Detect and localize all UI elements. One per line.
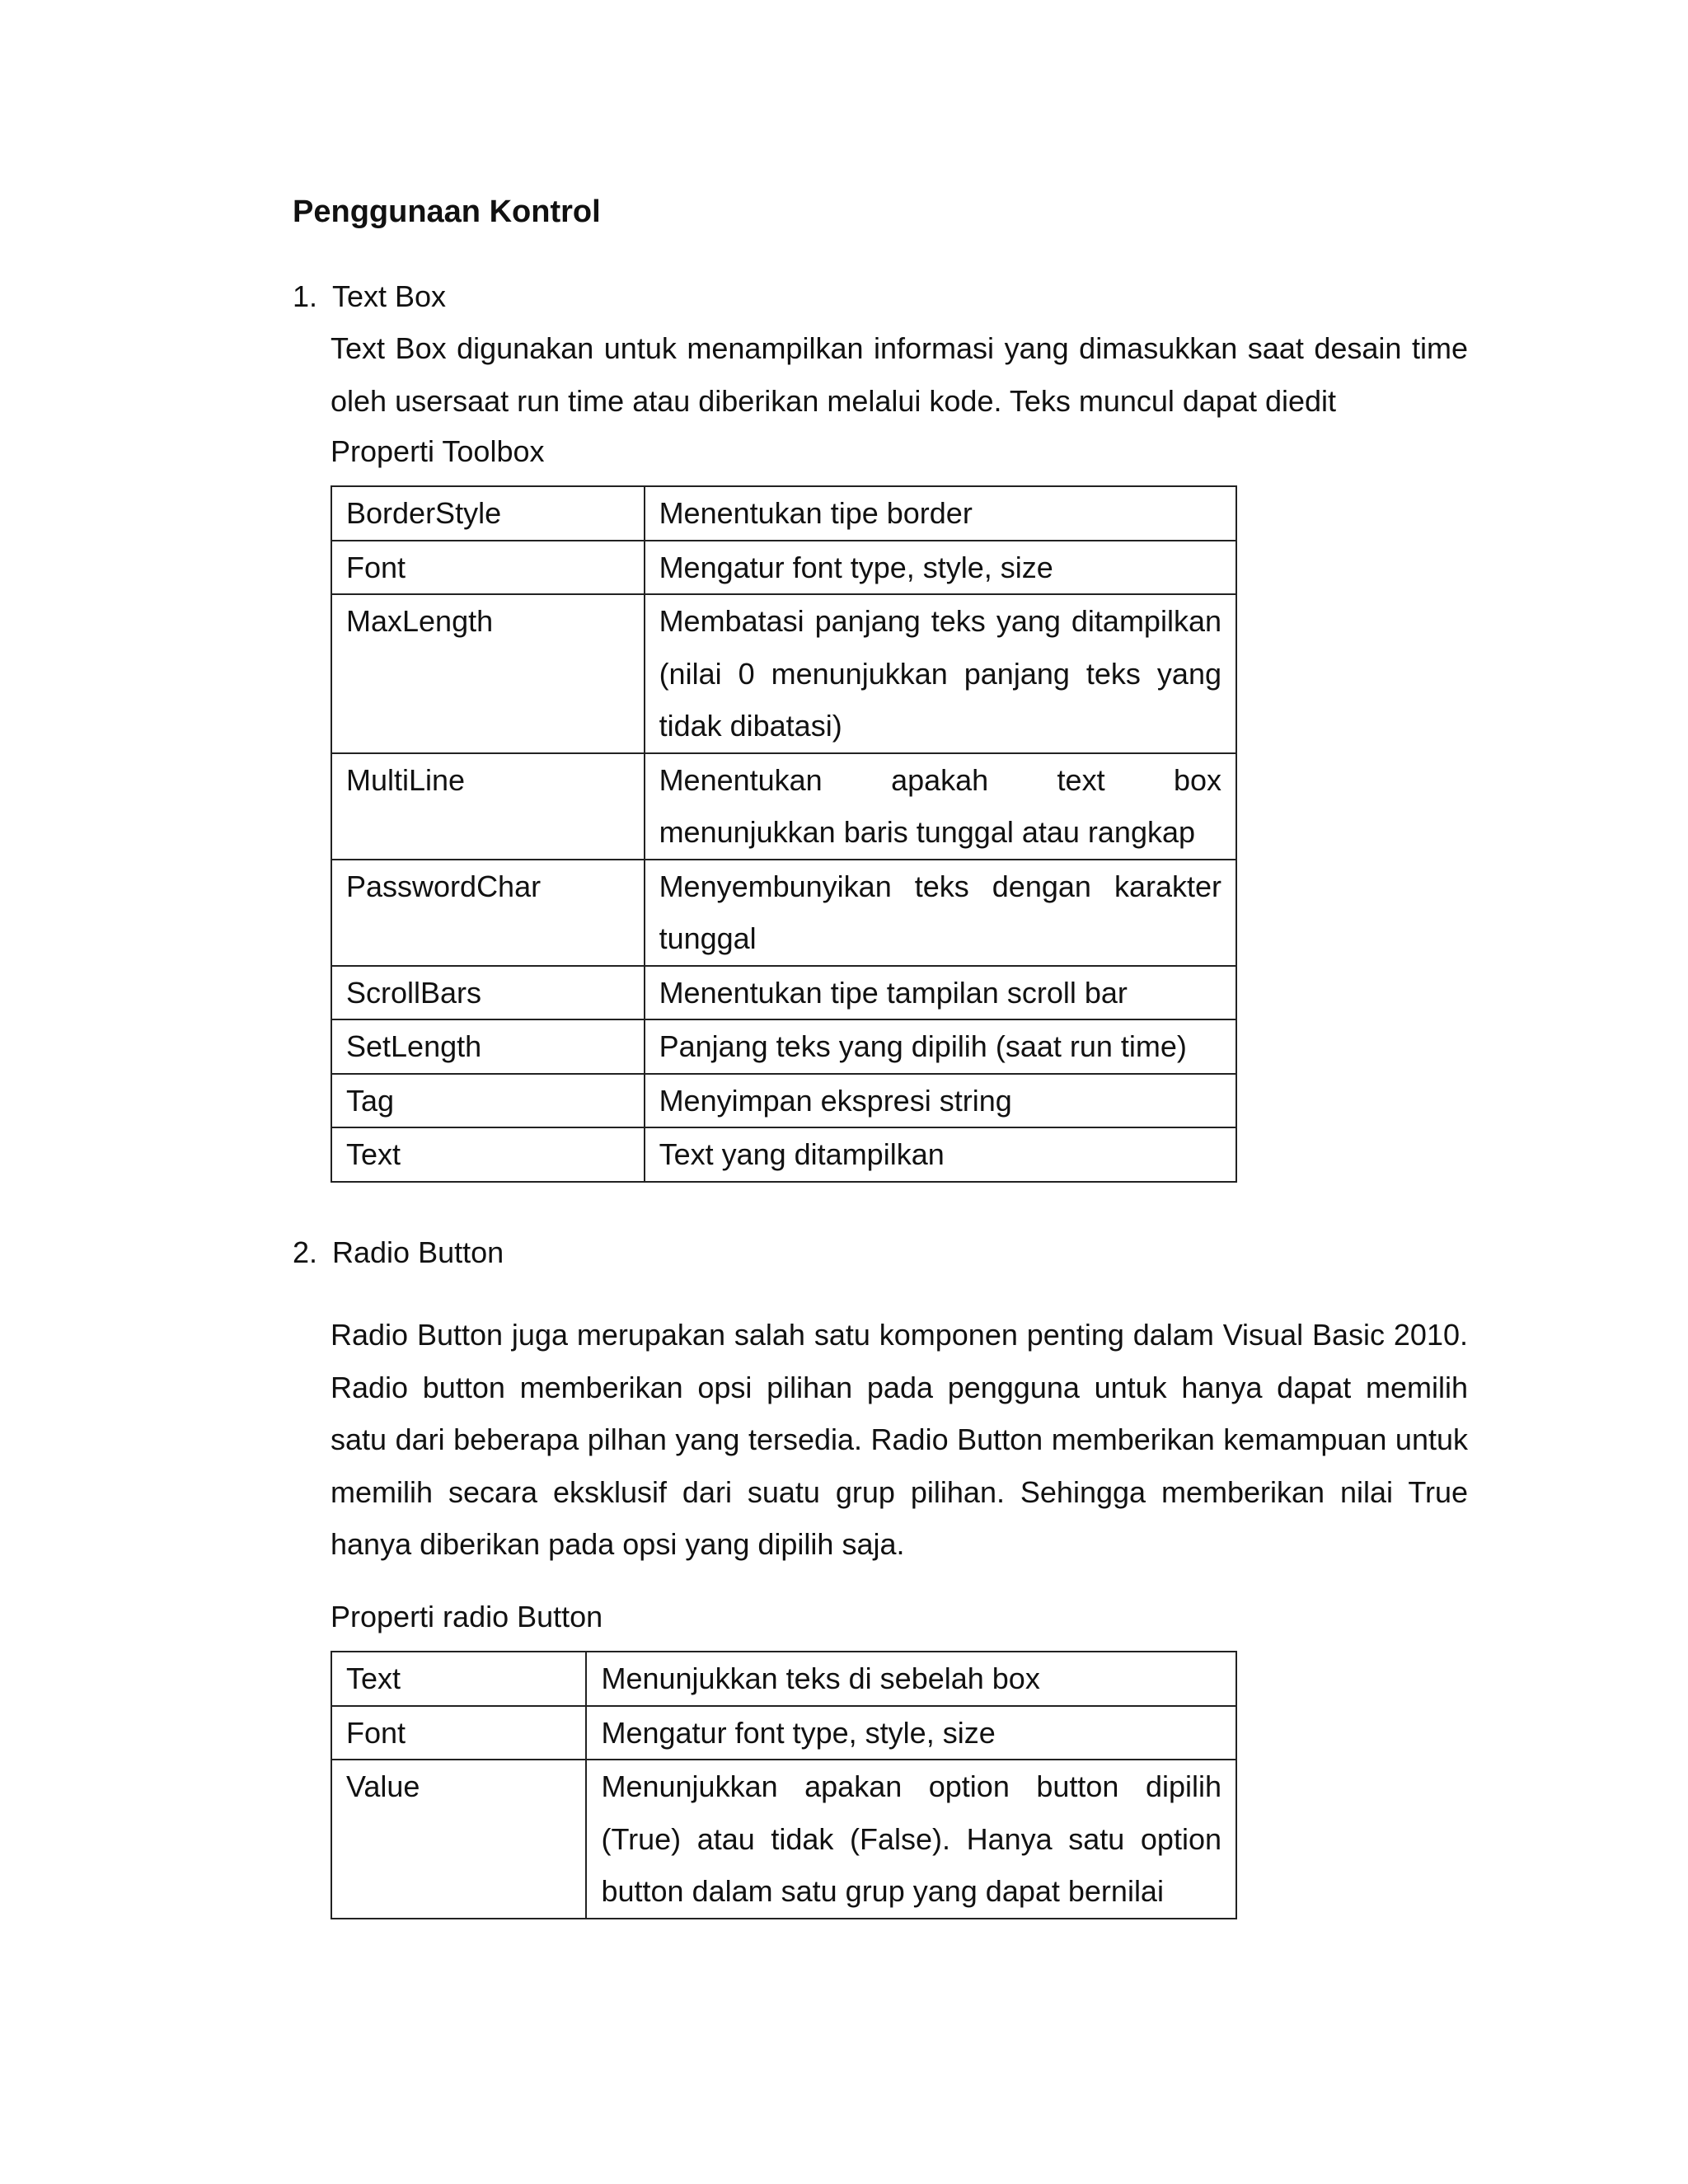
property-name: SetLength [331,1019,645,1074]
property-name: Text [331,1652,586,1706]
property-name: PasswordChar [331,860,645,966]
property-description: Mengatur font type, style, size [645,541,1236,595]
property-description: Menunjukkan apakan option button dipilih (True) atau tidak (False). Hanya satu option button dalam satu grup yang dapat bernilai [586,1760,1236,1919]
section-2-table-label: Properti radio Button [331,1600,603,1633]
table-row [331,1074,1236,1128]
property-name: Tag [331,1074,645,1128]
property-description: Menyembunyikan teks dengan karakter tunggal [645,860,1236,966]
property-description: Menentukan apakah text box menunjukkan baris tunggal atau rangkap [645,753,1236,860]
property-name: Font [331,1706,586,1760]
section-1-table-label: Properti Toolbox [331,434,545,468]
table-row [331,1760,1236,1919]
property-name: Font [331,541,645,595]
table-row [331,753,1236,860]
property-description: Mengatur font type, style, size [586,1706,1236,1760]
property-name: MaxLength [331,594,645,753]
radiobutton-properties-table [331,1651,1237,1919]
table-row [331,541,1236,595]
property-name: ScrollBars [331,966,645,1020]
section-1-title-text: Text Box [332,279,447,313]
textbox-properties-table [331,485,1237,1183]
table-row [331,1019,1236,1074]
property-description: Menunjukkan teks di sebelah box [586,1652,1236,1706]
section-2-number: 2. [293,1235,318,1269]
table-row [331,1127,1236,1182]
section-1-title [293,280,446,313]
property-description: Panjang teks yang dipilih (saat run time) [645,1019,1236,1074]
property-description: Menentukan tipe border [645,486,1236,541]
section-2-title-text: Radio Button [332,1235,504,1269]
page-title: Penggunaan Kontrol [293,194,601,229]
property-description: Membatasi panjang teks yang ditampilkan (nilai 0 menunjukkan panjang teks yang tidak dibatasi) [645,594,1236,753]
table-row [331,966,1236,1020]
section-1-number: 1. [293,279,318,313]
property-name: MultiLine [331,753,645,860]
section-1-paragraph: Text Box digunakan untuk menampilkan informasi yang dimasukkan saat desain time oleh usersaat run time atau diberikan melalui kode. Teks muncul dapat diedit [331,331,1468,418]
section-2-paragraph: Radio Button juga merupakan salah satu komponen penting dalam Visual Basic 2010. Radio button memberikan opsi pilihan pada pengguna untuk hanya dapat memilih satu dari beberapa pilhan yang tersedia. Radio Button memberikan kemampuan untuk memilih secara eksklusif dari suatu grup pilihan. Sehingga memberikan nilai True hanya diberikan pada opsi yang dipilih saja. [331,1318,1468,1561]
table-row [331,1652,1236,1706]
table-row [331,1706,1236,1760]
property-description: Menyimpan ekspresi string [645,1074,1236,1128]
section-2-title [293,1236,504,1269]
table-row [331,860,1236,966]
table-row [331,486,1236,541]
property-name: Text [331,1127,645,1182]
property-description: Menentukan tipe tampilan scroll bar [645,966,1236,1020]
property-description: Text yang ditampilkan [645,1127,1236,1182]
property-name: Value [331,1760,586,1919]
property-name: BorderStyle [331,486,645,541]
table-row [331,594,1236,753]
